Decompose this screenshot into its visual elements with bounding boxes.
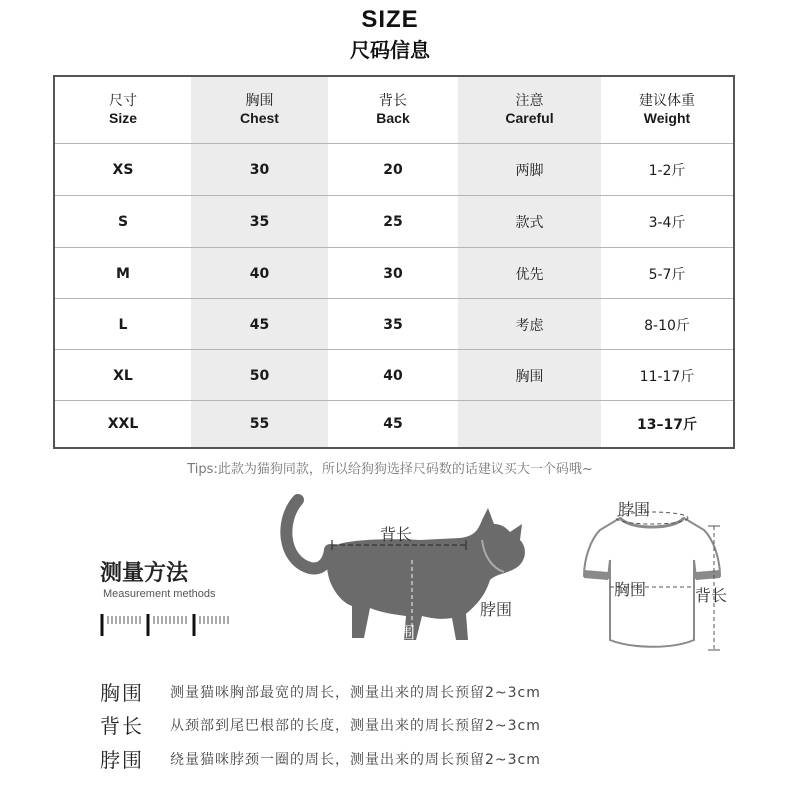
- weight-cell: 8-10斤: [644, 317, 690, 334]
- description-row: [100, 744, 780, 774]
- back-cell: 25: [383, 213, 403, 230]
- size-cell: XXL: [107, 416, 139, 432]
- tips-text: Tips:此款为猫狗同款，所以给狗狗选择尺码数的话建议买大一个码哦~: [187, 462, 593, 477]
- table-row: [55, 248, 733, 299]
- note-cell: 优先: [515, 266, 544, 283]
- description-term: 背长: [100, 714, 144, 738]
- measurement-title: 测量方法: [100, 561, 189, 586]
- size-info-title: 尺码信息: [350, 38, 430, 62]
- size-cell: S: [117, 213, 129, 230]
- shirt-diagram-icon: [570, 490, 750, 665]
- back-cell: 45: [383, 416, 403, 432]
- note-cell: 胸围: [515, 368, 544, 385]
- header-weight: 建议体重 Weight: [639, 93, 695, 126]
- header-size: 尺寸 Size: [108, 93, 137, 126]
- description-term: 胸围: [100, 681, 144, 705]
- size-cell: L: [118, 316, 128, 333]
- chest-cell: 50: [249, 367, 270, 384]
- chest-cell: 40: [249, 265, 270, 282]
- back-cell: 30: [383, 265, 403, 282]
- size-cell: M: [116, 265, 130, 282]
- table-row: [55, 299, 733, 350]
- measurement-subtitle: Measurement methods: [103, 588, 216, 600]
- header-chest: 胸围 Chest: [240, 93, 279, 126]
- chest-cell: 30: [249, 161, 270, 178]
- cat-back-label: 背长: [380, 525, 413, 544]
- shirt-chest-label: 胸围: [614, 580, 647, 599]
- note-cell: 考虑: [515, 317, 544, 334]
- chest-cell: 55: [249, 416, 270, 432]
- description-text: 绕量猫咪脖颈一圈的周长，测量出来的周长预留2~3cm: [170, 752, 541, 768]
- back-cell: 40: [383, 367, 403, 384]
- description-term: 脖围: [100, 748, 144, 772]
- note-cell: [458, 401, 601, 447]
- cat-silhouette-icon: [270, 490, 570, 660]
- ruler-icon: [100, 610, 240, 638]
- size-table: [53, 75, 735, 449]
- description-row: [100, 710, 780, 740]
- description-row: [100, 677, 780, 707]
- cat-neck-label: 脖围: [480, 600, 513, 619]
- back-cell: 35: [383, 316, 403, 333]
- weight-cell: 5-7斤: [648, 266, 686, 283]
- description-text: 从颈部到尾巴根部的长度，测量出来的周长预留2~3cm: [170, 718, 541, 734]
- table-row: [55, 196, 733, 247]
- size-title: SIZE: [361, 6, 419, 33]
- cat-chest-label: 胸围: [383, 623, 416, 642]
- description-text: 测量猫咪胸部最宽的周长，测量出来的周长预留2~3cm: [170, 685, 541, 701]
- table-row: [55, 144, 733, 195]
- shirt-back-label: 背长: [695, 586, 728, 605]
- table-row: [55, 401, 733, 447]
- header-careful: 注意 Careful: [505, 93, 554, 126]
- chest-cell: 45: [249, 316, 270, 333]
- weight-cell: 13–17斤: [637, 417, 697, 433]
- weight-cell: 1-2斤: [648, 162, 686, 179]
- header-back: 背长 Back: [376, 93, 410, 126]
- weight-cell: 11-17斤: [639, 368, 695, 385]
- back-cell: 20: [383, 161, 403, 178]
- table-header-row: [55, 77, 733, 143]
- chest-cell: 35: [249, 213, 270, 230]
- note-cell: 款式: [515, 214, 544, 231]
- weight-cell: 3-4斤: [648, 214, 686, 231]
- size-cell: XS: [112, 161, 134, 178]
- table-row: [55, 350, 733, 401]
- note-cell: 两脚: [515, 162, 544, 179]
- size-cell: XL: [113, 367, 133, 384]
- shirt-neck-label: 脖围: [618, 500, 651, 519]
